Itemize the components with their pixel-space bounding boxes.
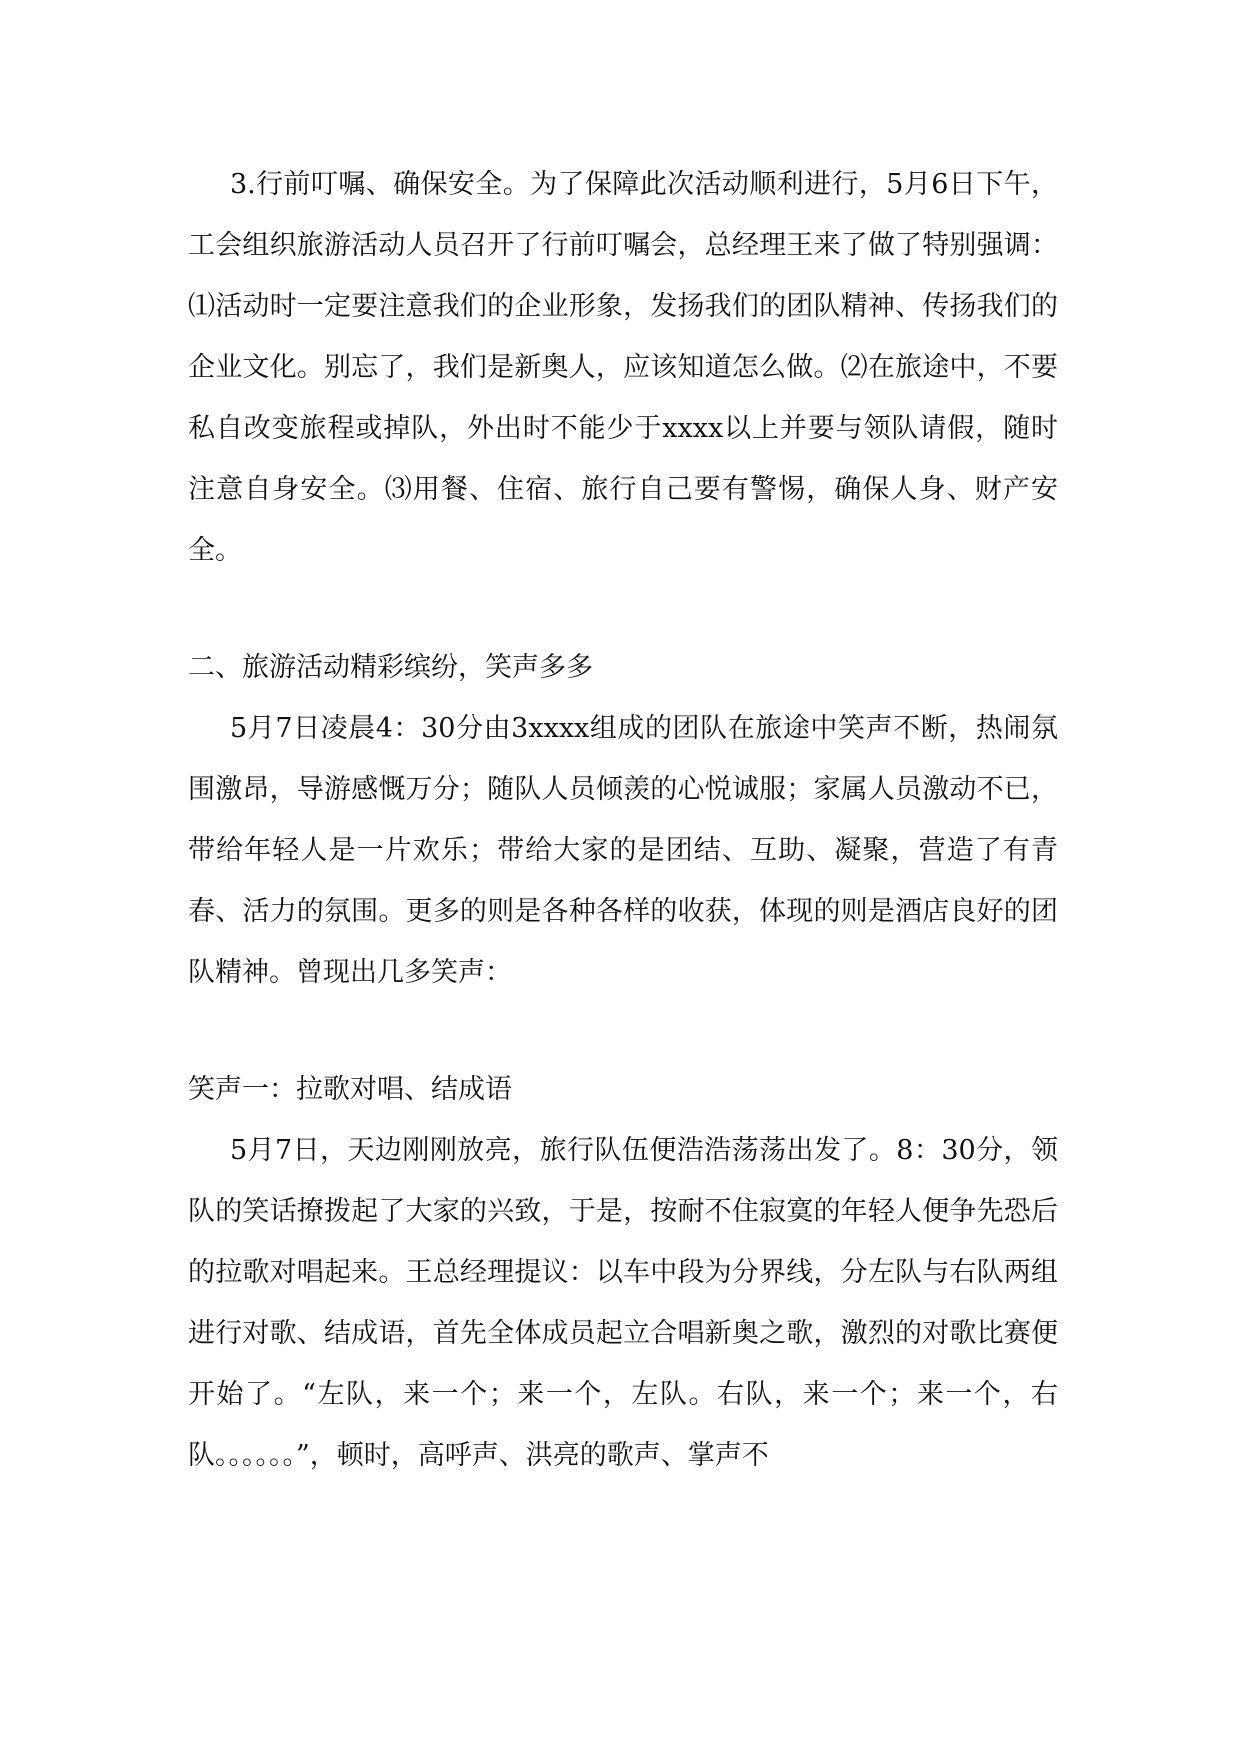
document-body (188, 154, 1058, 1486)
paragraph-spacer (188, 581, 1058, 637)
paragraph-spacer (188, 1003, 1058, 1059)
section-heading-laughter-one: 笑声一：拉歌对唱、结成语 (188, 1074, 512, 1105)
section-heading-travel-activities: 二、旅游活动精彩缤纷，笑声多多 (188, 652, 593, 683)
paragraph-singing-contest: 5月7日，天边刚刚放亮，旅行队伍便浩浩荡荡出发了。8：30分，领队的笑话撩拨起了大家的兴致，于是，按耐不住寂寞的年轻人便争先恐后的拉歌对唱起来。王总经理提议：以车中段为分界线，分左队与右队两组进行对歌、结成语，首先全体成员起立合唱新奥之歌，激烈的对歌比赛便开始了。“左队，来一个；来一个，左队。右队，来一个；来一个，右队。。。。。。”，顿时，高呼声、洪亮的歌声、掌声不 (188, 1135, 1058, 1471)
paragraph-travel-overview: 5月7日凌晨4：30分由3xxxx组成的团队在旅途中笑声不断，热闹氛围激昂，导游感慨万分；随队人员倾羡的心悦诚服；家属人员激动不已，带给年轻人是一片欢乐；带给大家的是团结、互助、凝聚，营造了有青春、活力的氛围。更多的则是各种各样的收获，体现的则是酒店良好的团队精神。曾现出几多笑声： (188, 713, 1058, 988)
paragraph-safety-briefing: 3.行前叮嘱、确保安全。为了保障此次活动顺利进行，5月6日下午，工会组织旅游活动人员召开了行前叮嘱会，总经理王来了做了特别强调：⑴活动时一定要注意我们的企业形象，发扬我们的团队精神、传扬我们的企业文化。别忘了，我们是新奥人，应该知道怎么做。⑵在旅途中，不要私自改变旅程或掉队，外出时不能少于xxxx以上并要与领队请假，随时注意自身安全。⑶用餐、住宿、旅行自己要有警惕，确保人身、财产安全。 (188, 169, 1058, 566)
